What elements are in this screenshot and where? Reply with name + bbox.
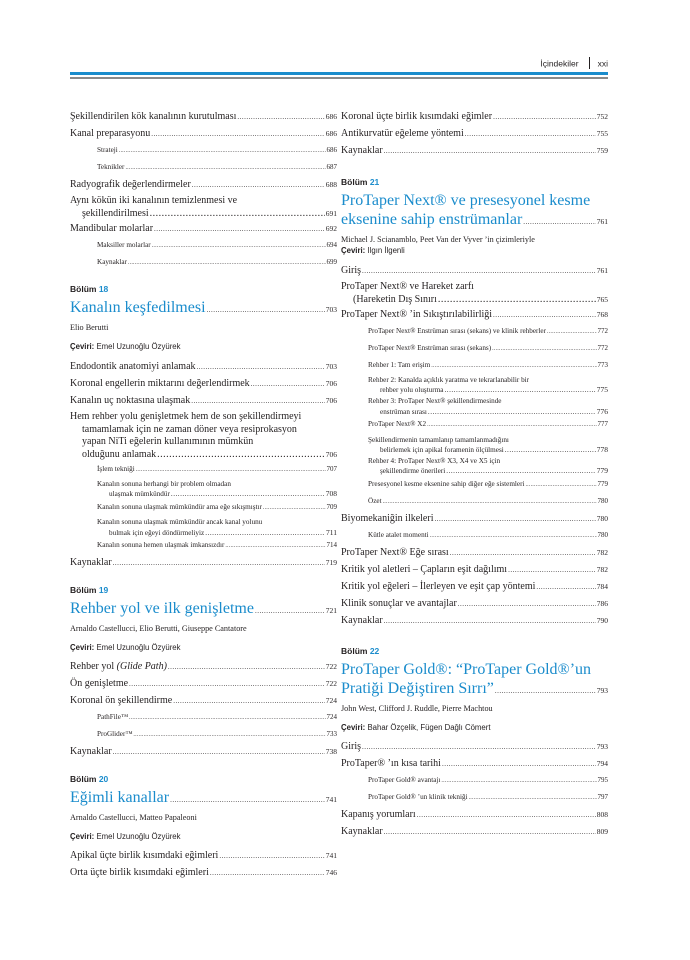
toc-entry-title: Biyomekaniğin ilkeleri — [341, 513, 434, 525]
page-number: 768 — [596, 309, 608, 319]
toc-entry-title: Orta üçte birlik kısımdaki eğimleri — [70, 867, 209, 879]
toc-list — [341, 739, 608, 841]
toc-entry-title: Kanalın sonuna ulaşmak mümkündür ama eğe sıkışmıştır — [97, 502, 262, 511]
toc-entry-title: ProTaper Next® Eğe sırası — [341, 547, 449, 559]
dot-leader — [205, 529, 325, 538]
toc-entry-line: (Hareketin Dış Sınırı — [353, 293, 437, 305]
page-number: 686 — [325, 128, 337, 138]
dot-leader — [465, 128, 596, 140]
toc-entry-title: Strateji — [97, 145, 118, 154]
chapter-number: 20 — [98, 773, 109, 784]
page-number: 761 — [596, 265, 608, 275]
toc-entry[interactable] — [70, 375, 337, 392]
dot-leader — [154, 223, 325, 235]
page-number: 752 — [596, 111, 608, 121]
dot-leader — [251, 378, 325, 390]
toc-entry-title: Kaynaklar — [341, 615, 383, 627]
dot-leader — [523, 210, 595, 232]
page-number: 686 — [325, 111, 337, 121]
dot-leader — [428, 408, 596, 417]
toc-entry[interactable] — [341, 142, 608, 159]
toc-subentry[interactable] — [341, 357, 608, 374]
chapter-title-text: ProTaper Next® ve presesyonel kesme — [341, 192, 591, 209]
toc-entry[interactable] — [70, 693, 337, 710]
toc-entry-title: Endodontik anatomiyi anlamak — [70, 360, 196, 372]
chapter-translator: Çeviri: Bahar Özçelik, Fügen Dağlı Cömert — [341, 722, 491, 732]
dot-leader — [113, 557, 325, 569]
toc-subentry[interactable] — [341, 477, 608, 494]
toc-list — [70, 108, 337, 193]
chapter-authors: John West, Clifford J. Ruddle, Pierre Machtou — [341, 703, 493, 713]
page-number: 790 — [596, 616, 608, 626]
dot-leader — [430, 531, 597, 541]
toc-list — [70, 499, 337, 516]
page-number: 699 — [326, 257, 337, 266]
toc-entry-title: Kritik yol eğeleri – İlerleyen ve eşit çap yöntemi — [341, 581, 536, 593]
page-number: 780 — [597, 497, 608, 506]
dot-leader — [469, 793, 597, 803]
toc-subentry[interactable] — [70, 538, 337, 555]
toc-entry-title: ProTaper Gold® ’un klinik tekniği — [368, 793, 468, 802]
toc-entry-title: Kanal preparasyonu — [70, 127, 151, 139]
chapter-title-text: Eğimli kanallar — [70, 788, 170, 806]
header-divider — [589, 57, 590, 69]
running-header — [540, 58, 608, 70]
toc-column-right — [341, 108, 608, 841]
chapter-title-text: Pratiği Değiştiren Sırrı” — [341, 679, 494, 697]
chapter-label: Bölüm 20 — [70, 773, 109, 784]
page-number: 686 — [326, 145, 337, 154]
toc-entry-line: Rehber 4: ProTaper Next® X3, X4 ve X5 için — [368, 457, 501, 466]
dot-leader — [173, 695, 325, 707]
toc-entry-line: Rehber 2: Kanalda açıklık yaratma ve tekrarlanabilir bir — [368, 376, 530, 384]
page-number: 793 — [596, 685, 608, 695]
toc-entry-title: İşlem tekniği — [97, 464, 135, 473]
toc-entry-title: ProGlider™ — [97, 730, 133, 739]
toc-subentry[interactable] — [70, 237, 337, 254]
page-number: 746 — [325, 868, 337, 878]
chapter-label: Bölüm 22 — [341, 645, 380, 656]
page-number: 709 — [326, 502, 337, 511]
page-number: 777 — [597, 420, 608, 429]
page-number: 772 — [597, 326, 608, 335]
toc-entry[interactable] — [70, 108, 337, 125]
dot-leader — [427, 420, 596, 430]
toc-entry[interactable] — [70, 659, 337, 676]
toc-entry-line: rehber yolu oluşturma — [380, 386, 444, 395]
toc-entry[interactable] — [341, 511, 608, 528]
toc-entry-line: bulmak için eğeyi döndürmeliyiz — [109, 528, 205, 537]
toc-entry[interactable] — [70, 676, 337, 693]
dot-leader — [128, 258, 326, 268]
dot-leader — [362, 741, 596, 753]
dot-leader — [441, 776, 596, 786]
toc-entry[interactable] — [341, 739, 608, 756]
toc-entry-title: Kanalın uç noktasına ulaşmak — [70, 394, 191, 406]
chapter-authors: Elio Berutti — [70, 323, 109, 332]
chapter-label: Bölüm 21 — [341, 177, 380, 187]
toc-entry-line: olduğunu anlamak — [82, 448, 157, 460]
toc-entry[interactable] — [70, 358, 337, 375]
toc-entry-line: Kanalın sonuna ulaşmak mümkündür ancak kanal yolunu — [97, 518, 263, 527]
toc-entry-title: Giriş — [341, 741, 361, 753]
dot-leader — [133, 730, 325, 740]
dot-leader — [450, 547, 596, 559]
dot-leader — [237, 111, 324, 123]
dot-leader — [207, 298, 325, 320]
dot-leader — [536, 581, 595, 593]
toc-entry-title: Mandibular molarlar — [70, 222, 154, 234]
toc-subentry-multiline[interactable] — [341, 395, 608, 416]
dot-leader — [525, 480, 596, 490]
page-number: 738 — [325, 747, 337, 757]
page-number: 714 — [326, 541, 337, 550]
dot-leader — [362, 265, 596, 277]
toc-entry[interactable] — [341, 613, 608, 630]
toc-entry[interactable] — [341, 262, 608, 279]
page-number: 694 — [326, 240, 337, 249]
dot-leader — [125, 163, 325, 173]
toc-entry-title: Maksiller molarlar — [97, 240, 151, 249]
dot-leader — [168, 661, 325, 673]
toc-entry-title: Kaynaklar — [341, 144, 383, 156]
toc-list — [341, 262, 608, 279]
dot-leader — [505, 446, 596, 455]
chapter-label: Bölüm 19 — [70, 584, 109, 595]
toc-entry-line: Şekillendirmenin tamamlanıp tamamlanmadığını — [368, 435, 509, 444]
toc-entry-title: Kritik yol aletleri – Çapların eşit dağılımı — [341, 564, 508, 576]
dot-leader — [197, 361, 325, 373]
toc-entry-title: Kaynaklar — [70, 746, 112, 758]
page-number: 778 — [596, 445, 608, 455]
header-rule-grey — [70, 77, 608, 79]
toc-subentry[interactable] — [341, 494, 608, 511]
toc-entry-title: Kapanış yorumları — [341, 809, 416, 821]
toc-subentry[interactable] — [70, 142, 337, 159]
dot-leader — [508, 564, 596, 576]
toc-entry[interactable] — [341, 562, 608, 579]
page-number: 703 — [325, 305, 337, 314]
toc-entry[interactable] — [341, 807, 608, 824]
page-number: 722 — [325, 662, 337, 672]
toc-list — [70, 358, 337, 409]
dot-leader — [113, 746, 325, 758]
toc-entry-title: ProTaper® ’ın kısa tarihi — [341, 758, 441, 770]
toc-entry[interactable] — [70, 220, 337, 237]
page-number: 688 — [325, 179, 337, 189]
toc-subentry[interactable] — [70, 254, 337, 271]
dot-leader — [150, 208, 325, 221]
toc-entry[interactable] — [341, 108, 608, 125]
page-number: 721 — [325, 605, 337, 615]
dot-leader — [493, 309, 596, 321]
toc-entry-line: ProTaper Next® ve Hareket zarfı — [341, 281, 474, 292]
toc-entry[interactable] — [70, 848, 337, 865]
dot-leader — [384, 826, 596, 838]
toc-list — [70, 848, 337, 882]
toc-entry-title: PathFile™ — [97, 713, 129, 722]
dot-leader — [219, 850, 324, 862]
dot-leader — [417, 809, 596, 821]
toc-list — [341, 417, 608, 434]
toc-entry-title: Koronal üçte birlik kısımdaki eğimler — [341, 110, 493, 122]
toc-entry-title: ProTaper Next® Enstrüman sırası (sekans) — [368, 343, 492, 352]
toc-entry-line: belirlemek için apikal foramenin ölçülmesi — [380, 446, 504, 455]
chapter-title[interactable] — [341, 660, 608, 701]
page-number: 724 — [325, 696, 337, 706]
toc-entry-line: enstrüman sırası — [380, 407, 427, 416]
toc-subentry[interactable] — [341, 790, 608, 807]
toc-entry-line: şekillendirme önerileri — [380, 467, 446, 476]
header-section-title: İçindekiler — [540, 58, 579, 69]
dot-leader — [384, 615, 596, 627]
toc-entry-title: ProTaper Next® Enstrüman sırası (sekans) ve klinik rehberler — [368, 326, 547, 335]
toc-entry-title: Şekillendirilen kök kanalının kurutulması — [70, 110, 237, 122]
toc-subentry[interactable] — [70, 159, 337, 176]
toc-list — [341, 306, 608, 374]
page-number: 706 — [325, 395, 337, 405]
dot-leader — [171, 490, 325, 499]
toc-column-left — [70, 108, 337, 882]
dot-leader — [191, 395, 325, 407]
page-number: 784 — [596, 582, 608, 592]
page-number: 780 — [596, 514, 608, 524]
chapter-title-text: Rehber yol ve ilk genişletme — [70, 599, 254, 617]
toc-entry-title: ProTaper Next® ’in Sıkıştırılabilirliği — [341, 308, 493, 320]
chapter-number: 22 — [369, 645, 380, 656]
page-number: 759 — [596, 145, 608, 155]
toc-entry-title: Kaynaklar — [70, 557, 112, 569]
toc-entry-multiline[interactable] — [70, 193, 337, 220]
toc-list — [341, 477, 608, 630]
toc-entry[interactable] — [341, 125, 608, 142]
toc-entry[interactable] — [341, 596, 608, 613]
toc-subentry[interactable] — [70, 461, 337, 478]
page-number: 808 — [596, 810, 608, 820]
chapter-translator: Çeviri: Emel Uzunoğlu Özyürek — [70, 831, 181, 841]
toc-entry-line: yapan NiTi eğelerin kullanımının mümkün — [82, 436, 254, 447]
chapter-number: 18 — [98, 284, 109, 294]
dot-leader — [384, 145, 596, 157]
chapter-title[interactable] — [70, 788, 337, 810]
toc-entry-title: Koronal ön şekillendirme — [70, 695, 173, 707]
dot-leader — [129, 678, 325, 690]
toc-list — [70, 538, 337, 572]
page-number: 707 — [326, 464, 337, 473]
toc-entry[interactable] — [70, 865, 337, 882]
toc-entry-title: Apikal üçte birlik kısımdaki eğimleri — [70, 850, 219, 862]
page-number: 779 — [596, 466, 608, 476]
page-number: 809 — [596, 827, 608, 837]
page-number: 719 — [325, 558, 337, 568]
toc-entry[interactable] — [70, 392, 337, 409]
page-number: 692 — [325, 223, 337, 233]
toc-entry[interactable] — [70, 125, 337, 142]
page-number: 765 — [596, 294, 608, 304]
dot-leader — [136, 465, 326, 475]
page-number: 741 — [325, 851, 337, 861]
toc-entry-line: Kanalın sonuna herhangi bir problem olmadan — [97, 480, 231, 488]
page-number: 755 — [596, 128, 608, 138]
dot-leader — [442, 758, 596, 770]
dot-leader — [493, 111, 596, 123]
page-number: 780 — [597, 531, 608, 540]
dot-leader — [431, 361, 596, 371]
toc-entry-title: Teknikler — [97, 162, 125, 171]
dot-leader — [225, 541, 325, 551]
dot-leader — [492, 344, 596, 354]
chapter-title[interactable] — [70, 298, 337, 320]
page-number: 797 — [597, 793, 608, 802]
header-page-number: xxi — [597, 58, 608, 69]
toc-entry-line: şekillendirilmesi — [82, 207, 149, 219]
page-number: 706 — [325, 449, 337, 459]
dot-leader — [129, 713, 325, 723]
dot-leader — [263, 503, 326, 513]
toc-entry-title: Kanalın sonuna hemen ulaşmak imkansızdır — [97, 541, 225, 550]
dot-leader — [458, 598, 596, 610]
toc-subentry[interactable] — [70, 727, 337, 744]
dot-leader — [119, 146, 326, 156]
page-number: 691 — [325, 208, 337, 218]
toc-entry-title: ProTaper Next® X2 — [368, 420, 427, 429]
toc-entry-line: ulaşmak mümkündür — [109, 490, 170, 499]
toc-entry-title: Giriş — [341, 264, 361, 276]
toc-entry-title: Kaynaklar — [341, 826, 383, 838]
dot-leader — [495, 679, 596, 701]
dot-leader — [157, 449, 325, 462]
page-number: 703 — [325, 361, 337, 371]
chapter-title-text: ProTaper Gold®: “ProTaper Gold®’un — [341, 660, 592, 678]
dot-leader — [170, 788, 325, 810]
page-number: 724 — [326, 713, 337, 722]
toc-entry-multiline[interactable] — [70, 409, 337, 461]
toc-entry-title: Kütle atalet momenti — [368, 531, 429, 540]
toc-subentry[interactable] — [341, 773, 608, 790]
toc-entry-title: Koronal engellerin miktarını değerlendirmek — [70, 377, 250, 389]
chapter-authors: Arnaldo Castellucci, Elio Berutti, Giuseppe Cantatore — [70, 623, 247, 633]
page-number: 741 — [325, 794, 337, 804]
toc-entry-line: Aynı kökün iki kanalının temizlenmesi ve — [70, 195, 238, 206]
toc-entry-title: Presesyonel kesme eksenine sahip diğer eğe sistemleri — [368, 480, 525, 489]
page-number: 786 — [596, 599, 608, 609]
toc-subentry-multiline[interactable] — [341, 374, 608, 395]
dot-leader — [152, 241, 326, 251]
dot-leader — [438, 294, 596, 307]
toc-subentry[interactable] — [70, 710, 337, 727]
toc-entry-title: Radyografik değerlendirmeler — [70, 178, 191, 190]
dot-leader — [151, 128, 325, 140]
toc-entry[interactable] — [70, 176, 337, 193]
dot-leader — [255, 599, 325, 621]
toc-list — [70, 659, 337, 761]
chapter-authors: Michael J. Scianamblo, Peet Van der Vyver ’in çizimleriyle — [341, 235, 535, 244]
dot-leader — [210, 867, 325, 879]
toc-entry-title: Antikurvatür eğeleme yöntemi — [341, 127, 464, 139]
toc-entry[interactable] — [70, 744, 337, 761]
chapter-translator: Çeviri: Emel Uzunoğlu Özyürek — [70, 642, 181, 652]
toc-entry[interactable] — [341, 545, 608, 562]
toc-subentry-multiline[interactable] — [70, 516, 337, 537]
page-number: 782 — [596, 565, 608, 575]
page-number: 708 — [325, 489, 337, 499]
toc-subentry[interactable] — [341, 340, 608, 357]
toc-subentry[interactable] — [341, 528, 608, 545]
toc-entry-title: Ön genişletme — [70, 678, 129, 690]
toc-subentry[interactable] — [341, 323, 608, 340]
toc-entry-line: Rehber 3: ProTaper Next® şekillendirmesinde — [368, 397, 502, 406]
toc-entry-title: Kaynaklar — [97, 257, 127, 266]
page-number: 776 — [596, 406, 608, 416]
toc-subentry[interactable] — [341, 417, 608, 434]
toc-entry-title: Rehber 1: Tam erişim — [368, 360, 431, 369]
dot-leader — [444, 386, 595, 395]
page-number: 761 — [596, 217, 608, 226]
dot-leader — [547, 327, 596, 337]
toc-entry-line: tamamlamak için ne zaman döner veya resiprokasyon — [82, 423, 297, 435]
toc-subentry-multiline[interactable] — [341, 434, 608, 455]
page-number: 687 — [326, 162, 337, 171]
toc-entry[interactable] — [341, 306, 608, 323]
chapter-label: Bölüm 18 — [70, 284, 109, 294]
toc-entry[interactable] — [70, 555, 337, 572]
page-number: 782 — [596, 548, 608, 558]
chapter-translator: Çeviri: Emel Uzunoğlu Özyürek — [70, 342, 181, 351]
toc-entry-title: ProTaper Gold® avantajı — [368, 776, 441, 785]
chapter-title-text: Kanalın keşfedilmesi — [70, 299, 206, 316]
toc-entry[interactable] — [341, 824, 608, 841]
page-number: 711 — [326, 527, 337, 537]
chapter-authors: Arnaldo Castellucci, Matteo Papaleoni — [70, 812, 197, 822]
chapter-translator: Çeviri: Ilgın İlgenli — [341, 246, 405, 255]
page-number: 795 — [597, 776, 608, 785]
toc-entry-title: Rehber yol (Glide Path) — [70, 661, 167, 673]
header-rule-blue — [70, 72, 608, 75]
dot-leader — [192, 179, 325, 191]
page-number: 733 — [326, 730, 337, 739]
toc-entry-title: Özet — [368, 497, 382, 506]
toc-entry-title: Klinik sonuçlar ve avantajlar — [341, 598, 457, 610]
toc-entry-line: Hem rehber yolu genişletmek hem de son şekillendirmeyi — [70, 411, 302, 422]
toc-list — [70, 220, 337, 271]
chapter-title-text: eksenine sahip enstrümanlar — [341, 211, 523, 228]
dot-leader — [434, 513, 595, 525]
dot-leader — [446, 467, 595, 476]
toc-subentry-multiline[interactable] — [70, 478, 337, 499]
toc-entry-multiline[interactable] — [341, 279, 608, 306]
page-number: 706 — [325, 378, 337, 388]
page-number: 779 — [597, 480, 608, 489]
toc-subentry-multiline[interactable] — [341, 455, 608, 476]
page-number: 794 — [596, 759, 608, 769]
page-number: 775 — [596, 385, 608, 395]
toc-entry[interactable] — [341, 756, 608, 773]
toc-list — [70, 461, 337, 478]
chapter-number: 21 — [369, 177, 380, 187]
dot-leader — [383, 497, 597, 507]
chapter-title[interactable] — [341, 191, 608, 232]
toc-list — [341, 108, 608, 159]
page-number: 722 — [325, 679, 337, 689]
page-number: 793 — [596, 742, 608, 752]
toc-subentry[interactable] — [70, 499, 337, 516]
chapter-title[interactable] — [70, 599, 337, 621]
chapter-number: 19 — [98, 584, 109, 595]
toc-entry[interactable] — [341, 579, 608, 596]
page-number: 773 — [597, 360, 608, 369]
page-number: 772 — [597, 343, 608, 352]
